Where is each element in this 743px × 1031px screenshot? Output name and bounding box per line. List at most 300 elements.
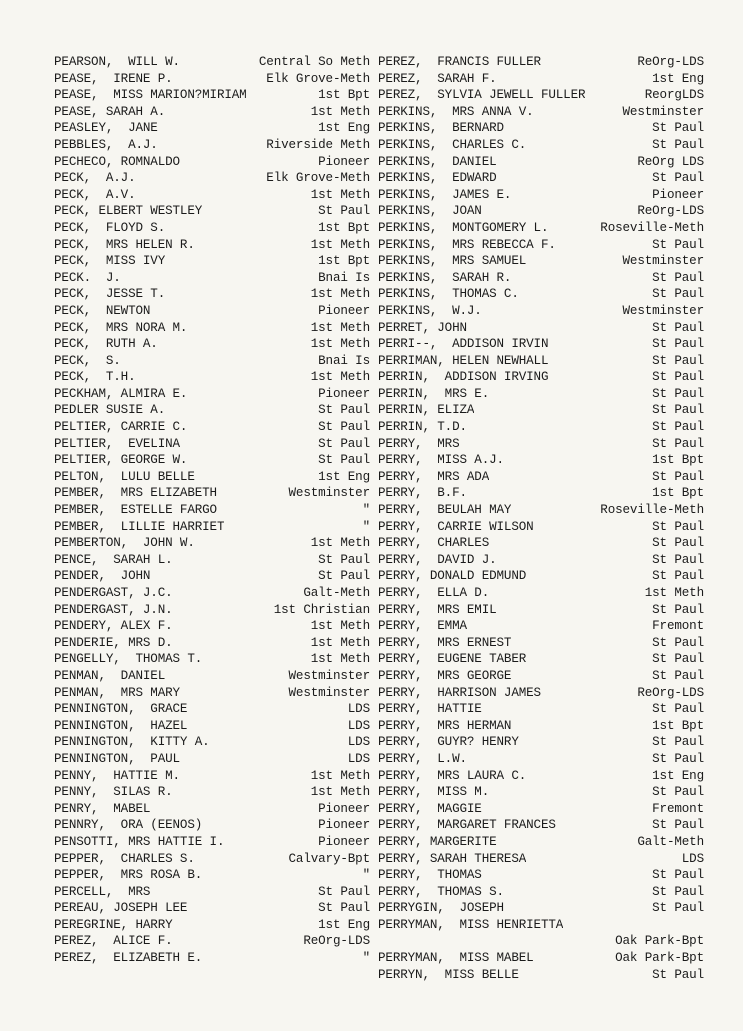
entry-name: PERRY, L.W. [378, 751, 467, 766]
directory-entry [378, 801, 704, 818]
entry-name: PEDLER SUSIE A. [54, 403, 166, 418]
entry-name: PERRY, MISS M. [378, 785, 490, 800]
directory-entry [378, 751, 704, 768]
directory-entry [378, 402, 704, 419]
entry-name: PEREAU, JOSEPH LEE [54, 901, 188, 916]
entry-name: PENNINGTON, KITTY A. [54, 735, 210, 750]
entry-name: PENCE, SARAH L. [54, 552, 173, 567]
entry-church: 1st Meth [310, 337, 370, 352]
entry-church: St Paul [652, 237, 704, 252]
entry-name: PERRY, EUGENE TABER [378, 652, 527, 667]
entry-church: St Paul [652, 967, 704, 982]
directory-entry [378, 419, 704, 436]
entry-name: PECK. J. [54, 270, 121, 285]
directory-entry [378, 685, 704, 702]
entry-church: 1st Meth [310, 320, 370, 335]
entry-church: Galt-Meth [303, 586, 370, 600]
directory-entry [378, 452, 704, 469]
entry-church: 1st Bpt [318, 88, 370, 103]
entry-name: PENRY, MABEL [54, 801, 151, 816]
directory-entry [378, 718, 704, 735]
entry-name: PENMAN, DANIEL [54, 668, 166, 683]
entry-name: PERKINS, CHARLES C. [378, 137, 527, 152]
entry-church: St Paul [318, 204, 370, 219]
directory-entry [378, 734, 704, 751]
directory-entry [378, 270, 704, 287]
entry-church: 1st Eng [318, 469, 370, 484]
directory-entry [54, 369, 370, 386]
directory-entry [378, 154, 704, 171]
entry-church: St Paul [652, 287, 704, 302]
entry-name: PECK, RUTH A. [54, 337, 158, 352]
entry-name: PENNY, HATTIE M. [54, 768, 180, 783]
entry-church: St Paul [652, 519, 704, 534]
entry-church: Oak Park-Bpt [615, 934, 704, 949]
entry-name: PERRY, THOMAS [378, 868, 482, 883]
directory-entry [54, 419, 370, 436]
directory-entry [54, 353, 370, 370]
entry-name: PERRY, DONALD EDMUND [378, 569, 527, 584]
entry-name: PERRY, EMMA [378, 619, 467, 634]
entry-church: St Paul [318, 403, 370, 418]
entry-church: St Paul [652, 536, 704, 551]
entry-church: St Paul [652, 436, 704, 451]
entry-church: Elk Grove-Meth [266, 171, 370, 186]
directory-entry [378, 369, 704, 386]
directory-entry [54, 701, 370, 718]
directory-entry [378, 220, 704, 237]
entry-church: Pioneer [652, 187, 704, 202]
entry-name: PERRY, MRS [378, 436, 460, 451]
entry-name: PERKINS, EDWARD [378, 171, 497, 186]
directory-entry [54, 469, 370, 486]
directory-entry [54, 436, 370, 453]
entry-church: Bnai Is [318, 353, 370, 368]
entry-church: Bnai Is [318, 270, 370, 285]
directory-entry [54, 203, 370, 220]
directory-entry [54, 635, 370, 652]
entry-church: LDS [347, 735, 370, 750]
entry-church: " [362, 519, 370, 534]
entry-church: St Paul [318, 884, 370, 899]
directory-entry [378, 469, 704, 486]
entry-name: PEASE, SARAH A. [54, 104, 166, 119]
directory-entry [378, 917, 704, 934]
directory-entry [378, 502, 704, 519]
entry-name: PERRY, MRS HERMAN [378, 718, 512, 733]
entry-church: St Paul [318, 569, 370, 584]
entry-name: PELTIER, EVELINA [54, 436, 180, 451]
entry-name: PENDERGAST, J.C. [54, 586, 173, 600]
entry-church: St Paul [652, 868, 704, 883]
directory-entry [54, 485, 370, 502]
entry-name: PEASLEY, JANE [54, 121, 158, 136]
entry-name: PENNINGTON, HAZEL [54, 718, 188, 733]
entry-name: PERKINS, MRS SAMUEL [378, 254, 527, 269]
entry-name: PENNY, SILAS R. [54, 785, 173, 800]
entry-church: 1st Bpt [652, 453, 704, 468]
entry-name: PENSOTTI, MRS HATTIE I. [54, 834, 225, 849]
entry-church: St Paul [652, 403, 704, 418]
entry-name: PECK, MISS IVY [54, 254, 166, 269]
directory-entry [378, 867, 704, 884]
directory-entry [54, 900, 370, 917]
entry-name: PEPPER, MRS ROSA B. [54, 868, 203, 883]
directory-entry [54, 270, 370, 287]
directory-entry [378, 485, 704, 502]
entry-church: St Paul [318, 420, 370, 435]
directory-entry [54, 104, 370, 121]
entry-name: PEARSON, WILL W. [54, 55, 180, 69]
entry-church: St Paul [652, 702, 704, 717]
entry-church: Elk Grove-Meth [266, 71, 370, 86]
entry-church: 1st Eng [318, 917, 370, 932]
entry-name: PERRYMAN, MISS MABEL [378, 951, 534, 966]
entry-church: LDS [347, 702, 370, 717]
entry-church: 1st Meth [310, 536, 370, 551]
entry-church: St Paul [652, 353, 704, 368]
directory-entry [378, 851, 704, 868]
directory-entry [378, 436, 704, 453]
entry-name: PERRYGIN, JOSEPH [378, 901, 504, 916]
directory-entry [54, 402, 370, 419]
entry-church: St Paul [652, 785, 704, 800]
entry-church: 1st Eng [652, 768, 704, 783]
directory-entry [378, 336, 704, 353]
entry-church: St Paul [652, 320, 704, 335]
directory-entry [54, 253, 370, 270]
entry-church: Pioneer [318, 154, 370, 169]
entry-name: PERRIN, ADDISON IRVING [378, 370, 549, 385]
entry-name: PERRY, ELLA D. [378, 586, 490, 600]
entry-church: St Paul [652, 735, 704, 750]
directory-entry [54, 817, 370, 834]
entry-church: LDS [347, 751, 370, 766]
entry-name: PENNRY, ORA (EENOS) [54, 818, 203, 833]
entry-name: PENMAN, MRS MARY [54, 685, 180, 700]
directory-entry [378, 353, 704, 370]
directory-entry [378, 535, 704, 552]
entry-name: PERRIN, ELIZA [378, 403, 475, 418]
entry-name: PERKINS, JAMES E. [378, 187, 512, 202]
entry-name: PENDER, JOHN [54, 569, 151, 584]
entry-name: PEPPER, CHARLES S. [54, 851, 195, 866]
entry-name: PERRY, MRS ERNEST [378, 635, 512, 650]
entry-name: PECK, ELBERT WESTLEY [54, 204, 203, 219]
entry-name: PERKINS, BERNARD [378, 121, 504, 136]
entry-church: 1st Meth [310, 635, 370, 650]
entry-name: PERRYMAN, MISS HENRIETTA [378, 917, 564, 932]
entry-church: 1st Meth [310, 619, 370, 634]
entry-name: PERRY, THOMAS S. [378, 884, 504, 899]
directory-entry [378, 303, 704, 320]
entry-name: PERKINS, MRS REBECCA F. [378, 237, 556, 252]
entry-name: PEASE, MISS MARION?MIRIAM [54, 88, 247, 103]
entry-church: Calvary-Bpt [288, 851, 370, 866]
directory-entry [54, 137, 370, 154]
entry-name: PERRY, MAGGIE [378, 801, 482, 816]
directory-entry [378, 834, 704, 851]
entry-church: " [362, 868, 370, 883]
directory-entry [54, 568, 370, 585]
directory-entry [378, 784, 704, 801]
directory-entry [378, 320, 704, 337]
directory-entry [54, 784, 370, 801]
entry-church: Westminster [288, 486, 370, 501]
entry-church: St Paul [318, 436, 370, 451]
entry-name: PEMBER, ESTELLE FARGO [54, 503, 217, 518]
entry-church: 1st Bpt [652, 486, 704, 501]
entry-name: PERRY, GUYR? HENRY [378, 735, 519, 750]
directory-entry [54, 917, 370, 934]
directory-entry [378, 618, 704, 635]
entry-church: St Paul [652, 171, 704, 186]
entry-church: LDS [681, 851, 704, 866]
entry-name: PERRY, HARRISON JAMES [378, 685, 541, 700]
entry-name: PERRYN, MISS BELLE [378, 967, 519, 982]
entry-name: PECKHAM, ALMIRA E. [54, 386, 188, 401]
directory-entry [378, 568, 704, 585]
directory-entry [54, 154, 370, 171]
directory-entry [378, 237, 704, 254]
directory-entry [378, 137, 704, 154]
entry-name: PEMBER, LILLIE HARRIET [54, 519, 225, 534]
directory-entry [378, 585, 704, 602]
entry-name: PERRIN, T.D. [378, 420, 467, 435]
entry-church: 1st Meth [310, 287, 370, 302]
entry-church: St Paul [652, 469, 704, 484]
entry-name: PEREGRINE, HARRY [54, 917, 173, 932]
directory-entry-continued [378, 933, 704, 950]
entry-church: " [362, 951, 370, 966]
directory-entry [378, 170, 704, 187]
directory-entry [54, 751, 370, 768]
directory-entry [378, 54, 704, 71]
directory-entry [54, 668, 370, 685]
entry-name: PERKINS, MRS ANNA V. [378, 104, 534, 119]
entry-name: PERRY, MRS ADA [378, 469, 490, 484]
entry-church: Pioneer [318, 303, 370, 318]
directory-entry [54, 386, 370, 403]
entry-name: PERKINS, JOAN [378, 204, 482, 219]
directory-entry [54, 950, 370, 967]
directory-entry [378, 203, 704, 220]
directory-entry [54, 54, 370, 71]
entry-name: PEMBER, MRS ELIZABETH [54, 486, 217, 501]
entry-name: PERRY, MISS A.J. [378, 453, 504, 468]
entry-name: PELTON, LULU BELLE [54, 469, 195, 484]
directory-entry [54, 801, 370, 818]
entry-church: 1st Meth [310, 370, 370, 385]
entry-church: St Paul [652, 121, 704, 136]
entry-name: PECK, FLOYD S. [54, 220, 166, 235]
right-column [378, 54, 704, 983]
directory-entry [378, 950, 704, 967]
entry-church: LDS [347, 718, 370, 733]
entry-church: 1st Meth [644, 586, 704, 600]
entry-church: Roseville-Meth [600, 220, 704, 235]
entry-church: 1st Meth [310, 104, 370, 119]
entry-church: Riverside Meth [266, 137, 370, 152]
directory-entry [54, 336, 370, 353]
entry-church: St Paul [652, 569, 704, 584]
entry-name: PECK, NEWTON [54, 303, 151, 318]
entry-church: St Paul [652, 652, 704, 667]
entry-church: Westminster [622, 303, 704, 318]
entry-name: PERKINS, THOMAS C. [378, 287, 519, 302]
entry-name: PERRIMAN, HELEN NEWHALL [378, 353, 549, 368]
entry-church: ReOrg LDS [637, 154, 704, 169]
directory-entry [378, 519, 704, 536]
entry-church: " [362, 503, 370, 518]
entry-church: St Paul [652, 884, 704, 899]
directory-entry [378, 651, 704, 668]
directory-entry [54, 768, 370, 785]
directory-entry [378, 386, 704, 403]
entry-name: PECK, A.V. [54, 187, 136, 202]
directory-entry [54, 585, 370, 602]
entry-name: PERRI--, ADDISON IRVIN [378, 337, 549, 352]
directory-entry [378, 768, 704, 785]
directory-entry [378, 187, 704, 204]
directory-entry [54, 685, 370, 702]
entry-name: PENDERGAST, J.N. [54, 602, 173, 617]
entry-name: PECHECO, ROMNALDO [54, 154, 180, 169]
directory-entry [54, 535, 370, 552]
entry-name: PEASE, IRENE P. [54, 71, 173, 86]
entry-name: PERRIN, MRS E. [378, 386, 490, 401]
directory-entry [54, 320, 370, 337]
entry-name: PECK, MRS NORA M. [54, 320, 188, 335]
entry-name: PECK, MRS HELEN R. [54, 237, 195, 252]
entry-church: Pioneer [318, 801, 370, 816]
entry-name: PERRY, B.F. [378, 486, 467, 501]
directory-entry [54, 87, 370, 104]
entry-church: 1st Meth [310, 768, 370, 783]
entry-church: St Paul [652, 751, 704, 766]
entry-church: Fremont [652, 801, 704, 816]
entry-church: ReorgLDS [644, 88, 704, 103]
directory-entry [54, 502, 370, 519]
directory-entry [54, 552, 370, 569]
directory-entry [378, 967, 704, 984]
entry-church: St Paul [318, 552, 370, 567]
directory-entry [54, 851, 370, 868]
directory-entry [378, 87, 704, 104]
entry-church: 1st Meth [310, 237, 370, 252]
entry-name: PERRY, DAVID J. [378, 552, 497, 567]
entry-name: PENNINGTON, PAUL [54, 751, 180, 766]
entry-church: St Paul [318, 453, 370, 468]
directory-entry [54, 452, 370, 469]
directory-entry [54, 170, 370, 187]
directory-entry [378, 701, 704, 718]
entry-church: Westminster [288, 685, 370, 700]
directory-entry [54, 933, 370, 950]
entry-church: Westminster [622, 104, 704, 119]
entry-church: St Paul [652, 602, 704, 617]
entry-name: PEREZ, ELIZABETH E. [54, 951, 203, 966]
entry-name: PEREZ, SYLVIA JEWELL FULLER [378, 88, 586, 103]
entry-name: PERKINS, SARAH R. [378, 270, 512, 285]
entry-church: St Paul [652, 668, 704, 683]
entry-church: St Paul [652, 818, 704, 833]
entry-name: PECK, A.J. [54, 171, 136, 186]
entry-church: 1st Meth [310, 652, 370, 667]
entry-church: Pioneer [318, 386, 370, 401]
entry-name: PERRY, SARAH THERESA [378, 851, 527, 866]
entry-church: 1st Christian [273, 602, 370, 617]
entry-church: Pioneer [318, 818, 370, 833]
entry-name: PENGELLY, THOMAS T. [54, 652, 203, 667]
entry-name: PERRY, CARRIE WILSON [378, 519, 534, 534]
entry-name: PERRY, CHARLES [378, 536, 490, 551]
entry-name: PEREZ, SARAH F. [378, 71, 497, 86]
entry-name: PELTIER, CARRIE C. [54, 420, 188, 435]
entry-name: PERRET, JOHN [378, 320, 467, 335]
entry-name: PECK, S. [54, 353, 121, 368]
directory-entry [378, 286, 704, 303]
entry-name: PERRY, MARGERITE [378, 834, 497, 849]
entry-church: 1st Bpt [318, 220, 370, 235]
directory-entry [378, 71, 704, 88]
directory-entry [54, 651, 370, 668]
directory-entry [378, 552, 704, 569]
entry-church: ReOrg-LDS [637, 204, 704, 219]
entry-church: Westminster [622, 254, 704, 269]
entry-name: PECK, JESSE T. [54, 287, 166, 302]
entry-name: PERCELL, MRS [54, 884, 151, 899]
entry-church: ReOrg-LDS [303, 934, 370, 949]
entry-church: St Paul [652, 137, 704, 152]
directory-entry [54, 303, 370, 320]
directory-entry [378, 253, 704, 270]
entry-church: St Paul [652, 270, 704, 285]
entry-name: PERKINS, DANIEL [378, 154, 497, 169]
directory-entry [378, 635, 704, 652]
entry-church: St Paul [652, 370, 704, 385]
entry-name: PEREZ, FRANCIS FULLER [378, 55, 541, 69]
entry-name: PENDERIE, MRS D. [54, 635, 173, 650]
entry-name: PECK, T.H. [54, 370, 136, 385]
directory-entry [378, 884, 704, 901]
directory-entry [378, 104, 704, 121]
entry-church: ReOrg-LDS [637, 55, 704, 69]
entry-church: Fremont [652, 619, 704, 634]
directory-entry [378, 668, 704, 685]
entry-church: Westminster [288, 668, 370, 683]
entry-church: Oak Park-Bpt [615, 951, 704, 966]
entry-church: St Paul [652, 552, 704, 567]
entry-church: Galt-Meth [637, 834, 704, 849]
entry-church: St Paul [652, 635, 704, 650]
entry-church: 1st Bpt [318, 254, 370, 269]
entry-church: St Paul [318, 901, 370, 916]
entry-name: PERRY, BEULAH MAY [378, 503, 512, 518]
entry-church: St Paul [652, 386, 704, 401]
entry-church: St Paul [652, 901, 704, 916]
entry-name: PERRY, HATTIE [378, 702, 482, 717]
directory-entry [54, 618, 370, 635]
directory-entry [54, 884, 370, 901]
entry-name: PERRY, MRS EMIL [378, 602, 497, 617]
entry-name: PERKINS, W.J. [378, 303, 482, 318]
entry-name: PERKINS, MONTGOMERY L. [378, 220, 549, 235]
entry-name: PENNINGTON, GRACE [54, 702, 188, 717]
directory-entry [54, 187, 370, 204]
entry-name: PENDERY, ALEX F. [54, 619, 173, 634]
directory-entry [54, 834, 370, 851]
